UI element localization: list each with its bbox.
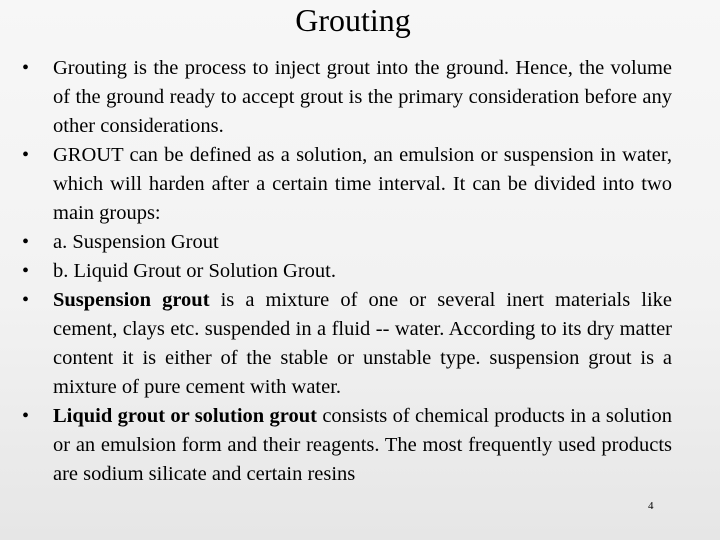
bullet-marker: • bbox=[22, 57, 30, 79]
bullet-suspension-grout-type bbox=[22, 228, 672, 257]
bullet-grouting-definition bbox=[22, 54, 672, 141]
bullet-marker: • bbox=[22, 144, 30, 166]
bullet-bold-term: Liquid grout or solution grout bbox=[53, 405, 317, 427]
bullet-marker: • bbox=[22, 289, 30, 311]
bullet-suspension-grout-description bbox=[22, 286, 672, 402]
bullet-liquid-grout-type bbox=[22, 257, 672, 286]
slide-title: Grouting bbox=[295, 2, 411, 38]
bullet-list bbox=[0, 54, 720, 489]
bullet-marker: • bbox=[22, 405, 30, 427]
bullet-grout-definition bbox=[22, 141, 672, 228]
page-number: 4 bbox=[648, 500, 654, 512]
bullet-text: GROUT can be defined as a solution, an emulsion or suspension in water, which will harden after a certain time interval. It can be divided into two main groups: bbox=[53, 144, 672, 224]
bullet-text: Grouting is the process to inject grout into the ground. Hence, the volume of the ground ready to accept grout is the primary consideration before any other considerations. bbox=[53, 57, 672, 137]
bullet-liquid-grout-description bbox=[22, 402, 672, 489]
bullet-marker: • bbox=[22, 231, 30, 253]
bullet-marker: • bbox=[22, 260, 30, 282]
bullet-text: b. Liquid Grout or Solution Grout. bbox=[53, 260, 337, 282]
bullet-bold-term: Suspension grout bbox=[53, 289, 210, 311]
bullet-text: is a mixture of one or several inert materials like cement, clays etc. suspended in a fluid -- water. According to its dry matter content it is either of the stable or unstable type. suspension grout is a mixture of pure cement with water. bbox=[53, 289, 672, 398]
bullet-text: a. Suspension Grout bbox=[53, 231, 219, 253]
bullet-text: consists of chemical products in a solution or an emulsion form and their reagents. The most frequently used products are sodium silicate and certain resins bbox=[53, 405, 672, 485]
